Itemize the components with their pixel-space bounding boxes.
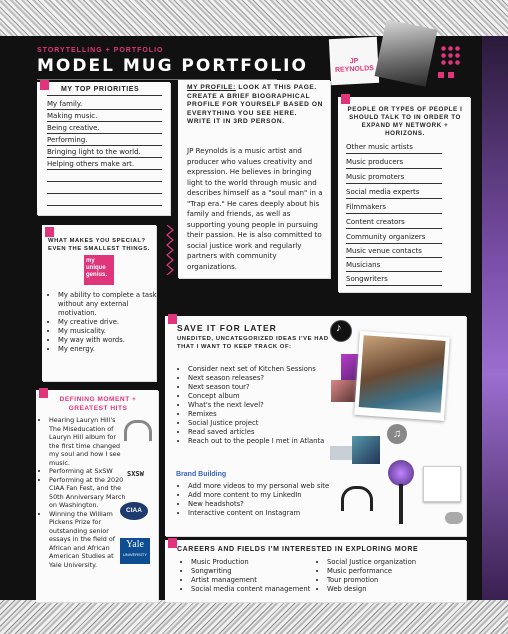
network-title: PEOPLE OR TYPES OF PEOPLE I SHOULD TALK TO IN ORDER TO EXPAND MY NETWORK + HORIZONS. <box>347 106 463 137</box>
profile-instructions-text: LOOK AT THIS PAGE. CREATE A BRIEF BIOGRAPHICAL PROFILE FOR YOURSELF BASED ON EVERYTHING YOU SEE HERE. WRITE IT IN 3RD PERSON. <box>187 84 323 125</box>
careers-card <box>165 540 466 602</box>
priority-blank-line <box>47 171 162 182</box>
music-note-icon: ♪ <box>336 322 342 334</box>
priority-blank-line <box>47 183 162 194</box>
list-item: • My energy. <box>58 345 162 354</box>
list-item: • Interactive content on Instagram <box>188 509 363 518</box>
list-item: • Web design <box>327 585 467 594</box>
save-title: SAVE IT FOR LATER <box>177 323 277 333</box>
purple-side-band <box>482 36 508 600</box>
network-item: Other music artists <box>346 142 442 154</box>
headphones-icon <box>124 420 152 441</box>
profile-instructions <box>187 84 323 127</box>
network-item: Music promoters <box>346 172 442 184</box>
brand-list <box>176 482 363 518</box>
priority-blank-line <box>47 195 162 206</box>
list-item: • Tour promotion <box>327 576 467 585</box>
list-item: • Social Justice project <box>188 419 358 428</box>
list-item: • My ability to complete a task without any external motivation. <box>58 291 162 318</box>
zigzag-decoration <box>165 225 175 275</box>
priority-item: Performing. <box>47 135 162 146</box>
priority-item: Bringing light to the world. <box>47 147 162 158</box>
network-item: Content creators <box>346 217 442 229</box>
avatar-photo-top <box>375 19 438 87</box>
list-item: • Reach out to the people I met in Atlanta <box>188 437 358 446</box>
badge-line: my <box>86 258 95 264</box>
list-item: • My creative drive. <box>58 318 162 327</box>
network-card <box>338 97 470 292</box>
microphone-icon <box>388 460 414 486</box>
cloud-icon <box>445 512 463 524</box>
sxsw-logo: SXSW <box>127 470 144 478</box>
unique-genius-badge <box>84 255 114 285</box>
collage-photo <box>352 436 380 464</box>
dot-grid-decoration <box>440 45 462 67</box>
special-title: WHAT MAKES YOU SPECIAL? EVEN THE SMALLEST THINGS. <box>48 238 150 252</box>
network-item: Music venue contacts <box>346 246 442 258</box>
special-list <box>46 291 162 354</box>
list-item: • Performing at SxSW <box>49 467 127 476</box>
list-item: • My musicality. <box>58 327 162 336</box>
ciaa-logo: CIAA <box>120 502 148 520</box>
brand-building-heading: Brand Building <box>176 471 227 478</box>
save-subtitle: UNEDITED, UNCATEGORIZED IDEAS I'VE HAD THAT I WANT TO KEEP TRACK OF: <box>177 336 329 350</box>
moments-title: DEFINING MOMENT + GREATEST HITS <box>59 396 137 412</box>
list-item: • Artist management <box>191 576 326 585</box>
list-item: • Winning the William Pickens Prize for outstanding senior essays in the field of African and African American Studies at Yale University. <box>49 510 127 570</box>
special-pink-tag <box>45 227 54 237</box>
network-item: Songwriters <box>346 274 442 286</box>
list-item: • Add more videos to my personal web site <box>188 482 363 491</box>
profile-card <box>178 80 330 278</box>
network-pink-tag <box>341 94 350 104</box>
list-item: • Social Justice organization <box>327 558 467 567</box>
priorities-title: MY TOP PRIORITIES <box>61 86 140 93</box>
priority-item: Helping others make art. <box>47 159 162 170</box>
network-item: Community organizers <box>346 232 442 244</box>
list-item: • Concept album <box>188 392 358 401</box>
careers-title: CAREERS AND FIELDS I'M INTERESTED IN EXPLORING MORE <box>177 546 419 553</box>
header-subtitle: STORYTELLING + PORTFOLIO <box>37 47 164 54</box>
headphones-icon <box>341 486 373 511</box>
save-list <box>176 365 358 446</box>
priority-item: Being creative. <box>47 123 162 134</box>
list-item: • Songwriting <box>191 567 326 576</box>
save-later-card <box>165 316 466 536</box>
grunge-texture-bottom <box>0 600 508 634</box>
music-player-widget <box>423 466 461 502</box>
list-item: • My way with words. <box>58 336 162 345</box>
moments-pink-tag <box>39 388 48 398</box>
network-item: Filmmakers <box>346 202 442 214</box>
network-item: Music producers <box>346 157 442 169</box>
save-later-pink-tag <box>168 314 177 324</box>
pink-square-decoration <box>448 72 454 78</box>
collage-photo <box>331 380 357 402</box>
list-item: • What's the next level? <box>188 401 358 410</box>
priorities-card <box>37 82 170 215</box>
careers-pink-tag <box>168 538 177 548</box>
badge-line: genius. <box>86 272 108 278</box>
list-item: • Next season releases? <box>188 374 358 383</box>
name-card-label: JP REYNOLDS <box>334 57 375 75</box>
name-card <box>329 37 379 85</box>
network-item: Musicians <box>346 260 442 272</box>
music-note-icon: ♫ <box>387 424 407 444</box>
yale-logo <box>120 538 150 564</box>
badge-line: unique <box>86 265 106 271</box>
list-item: • Performing at the 2020 CIAA Fan Fest, and the 50th Anniversary March on Washington. <box>49 476 127 510</box>
profile-bio: JP Reynolds is a music artist and producer who values creativity and expression. He believes in bringing light to the world through music and describes himself as a "soul man" in a "Trap era." He cares deeply about his family and friends, as well as supporting young people in pursuing their passion. He is also committed to social justice work and regularly partners with community organizations. <box>187 146 323 271</box>
careers-list-left <box>179 558 326 594</box>
moments-card <box>36 390 158 602</box>
priorities-pink-tag <box>40 80 49 90</box>
careers-list-right <box>315 558 467 594</box>
priority-item: My family. <box>47 99 162 110</box>
special-card <box>42 225 156 381</box>
list-item: • Music performance <box>327 567 467 576</box>
list-item: • Music Production <box>191 558 326 567</box>
microphone-stand <box>399 484 403 524</box>
list-item: • Hearing Lauryn Hill's The Miseducation of Lauryn Hill album for the first time changed my soul and how I see music. <box>49 416 127 467</box>
yale-logo-text: Yale <box>126 539 144 550</box>
yale-logo-subtext: UNIVERSITY <box>122 552 147 557</box>
page-title: MODEL MUG PORTFOLIO <box>37 56 308 76</box>
network-item: Social media experts <box>346 187 442 199</box>
profile-label: MY PROFILE: <box>187 84 236 91</box>
priority-item: Making music. <box>47 111 162 122</box>
collage-photo <box>330 446 352 460</box>
list-item: • New headshots? <box>188 500 363 509</box>
list-item: • Add more content to my LinkedIn <box>188 491 363 500</box>
moments-list <box>37 416 127 569</box>
list-item: • Consider next set of Kitchen Sessions <box>188 365 358 374</box>
list-item: • Social media content management <box>191 585 326 594</box>
list-item: • Next season tour? <box>188 383 358 392</box>
list-item: • Read saved articles <box>188 428 358 437</box>
artist-portrait-photo <box>354 331 450 421</box>
list-item: • Remixes <box>188 410 358 419</box>
priorities-title-rule <box>47 95 162 96</box>
pink-square-decoration <box>438 72 444 78</box>
